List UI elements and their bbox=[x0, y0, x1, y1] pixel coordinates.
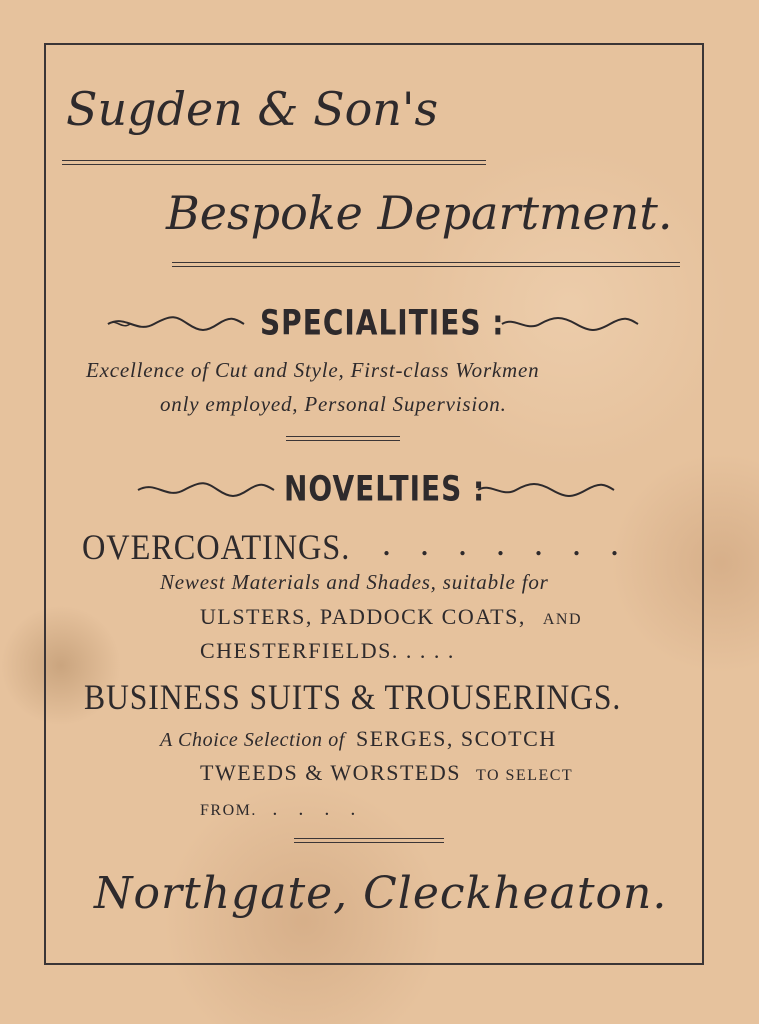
specialities-heading: SPECIALITIES : bbox=[260, 302, 505, 344]
overcoatings-line-2-and: AND bbox=[542, 611, 583, 628]
address: Northgate, Cleckheaton. bbox=[94, 868, 668, 919]
overcoatings-dots: . . . . . . . bbox=[382, 523, 629, 563]
department-underline bbox=[172, 262, 680, 267]
overcoatings-line-2-text: ULSTERS, PADDOCK COATS, bbox=[200, 604, 526, 629]
right-flourish-ornament bbox=[500, 312, 640, 336]
business-line-1-caps: SERGES, SCOTCH bbox=[355, 726, 557, 751]
business-line-2-text: TWEEDS & WORSTEDS bbox=[200, 760, 461, 785]
business-line-2-small: TO SELECT bbox=[475, 767, 574, 784]
overcoatings-line-3: CHESTERFIELDS. . . . . bbox=[200, 638, 455, 663]
section-divider bbox=[286, 436, 400, 441]
specialities-line-2: only employed, Personal Supervision. bbox=[160, 392, 507, 416]
firm-underline bbox=[62, 160, 486, 165]
overcoatings-line-2 bbox=[200, 604, 582, 630]
firm-name: Sugden & Son's bbox=[66, 82, 439, 136]
overcoatings-line-1: Newest Materials and Shades, suitable for bbox=[160, 570, 549, 594]
right-flourish-ornament bbox=[476, 478, 616, 502]
business-line-1-italic: A Choice Selection of bbox=[160, 729, 345, 751]
novelties-heading: NOVELTIES : bbox=[284, 468, 486, 510]
business-line-2 bbox=[200, 760, 573, 786]
overcoatings-title: OVERCOATINGS. bbox=[82, 527, 351, 567]
department-title: Bespoke Department. bbox=[166, 186, 673, 240]
business-line-3-dots: . . . . bbox=[272, 798, 364, 820]
business-line-3 bbox=[200, 798, 363, 821]
business-line-1 bbox=[160, 726, 557, 752]
specialities-line-1: Excellence of Cut and Style, First-class Workmen bbox=[86, 358, 540, 382]
business-title: BUSINESS SUITS & TROUSERINGS. bbox=[84, 677, 622, 717]
left-flourish-ornament bbox=[106, 312, 246, 336]
footer-divider bbox=[294, 838, 444, 843]
business-line-3-text: FROM. bbox=[200, 802, 257, 819]
left-flourish-ornament bbox=[136, 478, 276, 502]
